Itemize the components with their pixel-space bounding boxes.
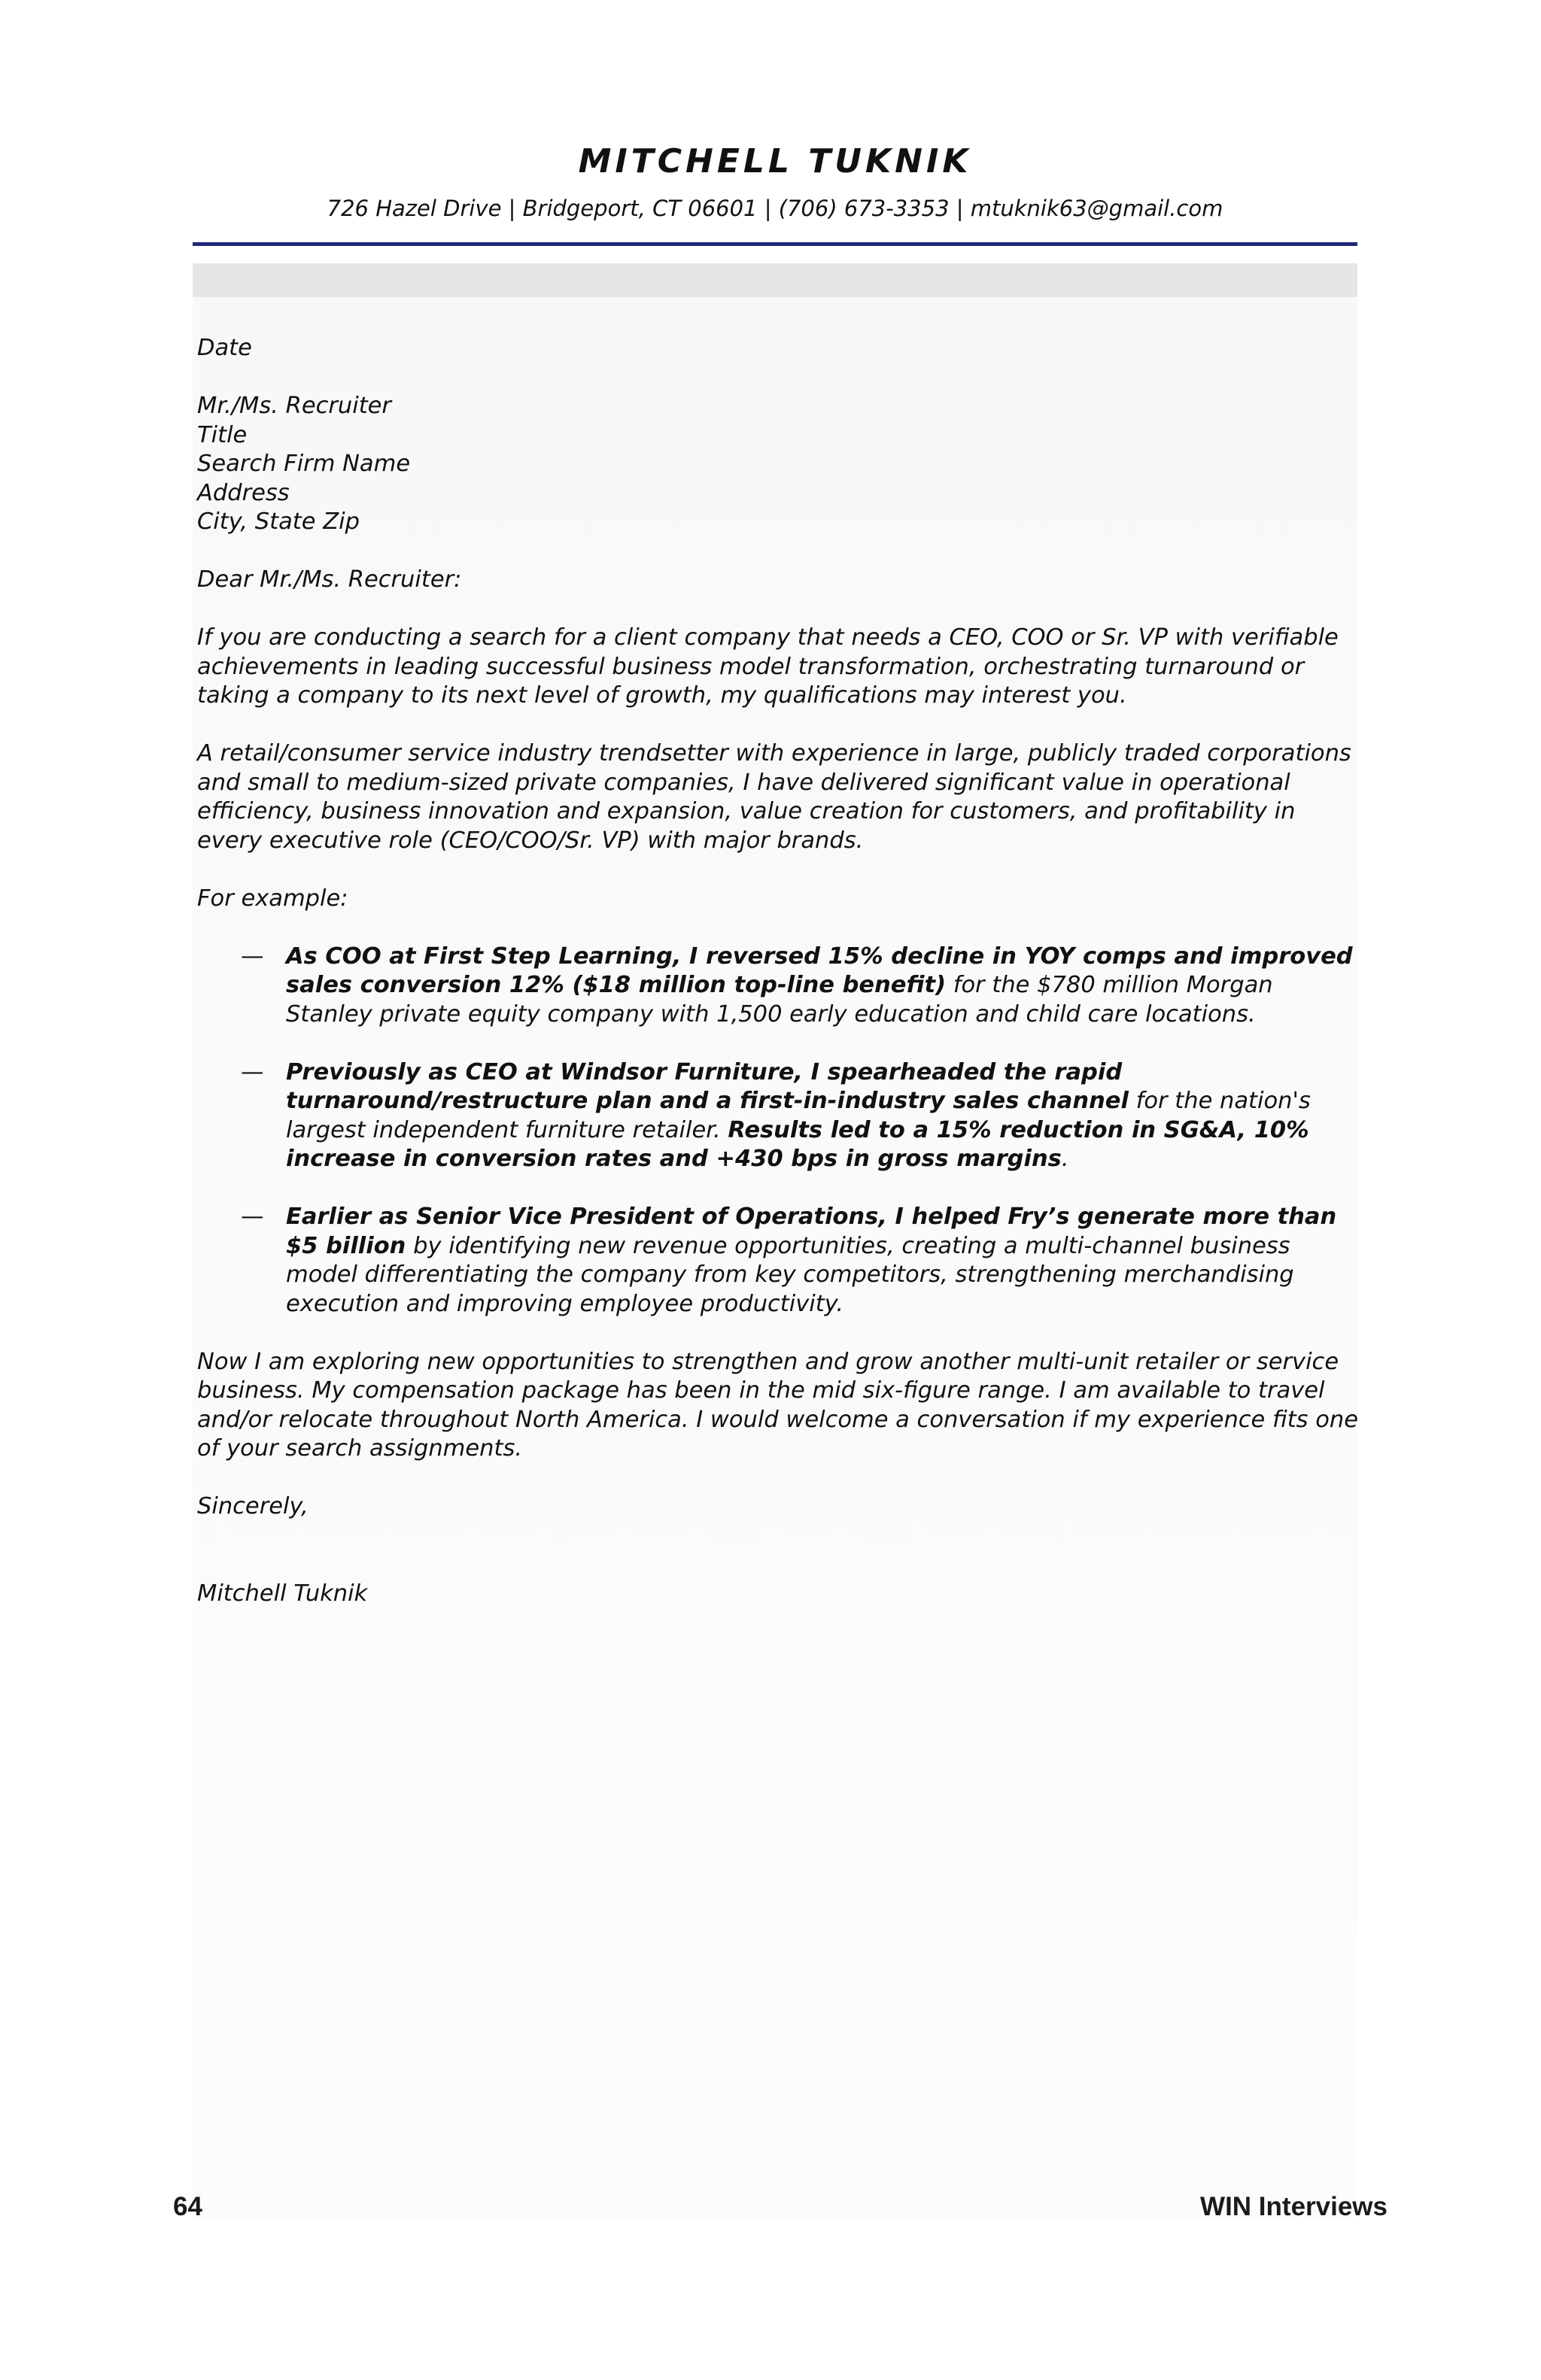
signature-space: [197, 1522, 1359, 1580]
achievement-text: .: [1061, 1146, 1069, 1172]
recipient-address: [197, 392, 1359, 537]
applicant-name: MITCHELL TUKNIK: [578, 142, 972, 181]
dash-marker: —: [241, 943, 264, 970]
recipient-line: Title: [197, 421, 248, 448]
salutation: Dear Mr./Ms. Recruiter:: [197, 566, 462, 593]
page-number: 64: [173, 2192, 202, 2221]
letterhead: [193, 139, 1357, 223]
achievement-highlight: Results led to a 15% reduction in SG&A, 10% increase in conversion rates and +430 bps in gross margins: [286, 1116, 1309, 1172]
recipient-line: City, State Zip: [197, 508, 360, 535]
header-rule: [193, 242, 1357, 246]
header-band: [193, 263, 1357, 297]
achievement-highlight: Earlier as Senior Vice President of Operations, I helped Fry’s generate more than $5 billion: [286, 1204, 1337, 1259]
achievement-list: [197, 943, 1359, 1319]
achievement-highlight: Previously as CEO at Windsor Furniture, I spearheaded the rapid turnaround/restructure plan and a first-in-industry sales channel: [286, 1058, 1129, 1114]
closing: Sincerely,: [197, 1493, 309, 1519]
dash-marker: —: [241, 1204, 264, 1230]
list-item: [197, 1058, 1359, 1174]
achievement-highlight: As COO at First Step Learning, I reversed 15% decline in YOY comps and improved sales conversion 12% ($18 million top-line benefit): [286, 943, 1353, 998]
contact-line: 726 Hazel Drive | Bridgeport, CT 06601 | (706) 673-3353 | mtuknik63@gmail.com: [327, 196, 1223, 221]
dash-marker: —: [241, 1058, 264, 1085]
recipient-line: Search Firm Name: [197, 451, 411, 477]
achievement-text: for the $780 million Morgan Stanley private equity company with 1,500 early education and child care locations.: [286, 972, 1273, 1028]
achievement-text: for the nation's largest independent furniture retailer.: [286, 1088, 1311, 1143]
recipient-line: Mr./Ms. Recruiter: [197, 393, 391, 419]
list-item: [197, 943, 1359, 1030]
letter-date: Date: [197, 335, 252, 361]
list-item: [197, 1203, 1359, 1319]
example-intro: For example:: [197, 885, 348, 912]
paragraph-intro: If you are conducting a search for a client company that needs a CEO, COO or Sr. VP with verifiable achievements in leading successful business model transformation, orchestrating turnaround or taking a company to its next level of growth, my qualifications may interest you.: [197, 624, 1339, 709]
signature-name: Mitchell Tuknik: [197, 1580, 368, 1607]
letter-body: [197, 334, 1359, 1638]
recipient-line: Address: [197, 479, 290, 506]
book-title: WIN Interviews: [1200, 2192, 1388, 2221]
achievement-text: by identifying new revenue opportunities, creating a multi-channel business model differentiating the company from key competitors, strengthening merchandising execution and improving employee productivity.: [286, 1232, 1294, 1317]
paragraph-summary: A retail/consumer service industry trendsetter with experience in large, publicly traded corporations and small to medium-sized private companies, I have delivered significant value in operational efficiency, business innovation and expansion, value creation for customers, and profitability in every executive role (CEO/COO/Sr. VP) with major brands.: [197, 740, 1351, 854]
paragraph-closing: Now I am exploring new opportunities to strengthen and grow another multi-unit retailer or service business. My compensation package has been in the mid six-figure range. I am available to travel and/or relocate throughout North America. I would welcome a conversation if my experience fits one of your search assignments.: [197, 1348, 1359, 1462]
